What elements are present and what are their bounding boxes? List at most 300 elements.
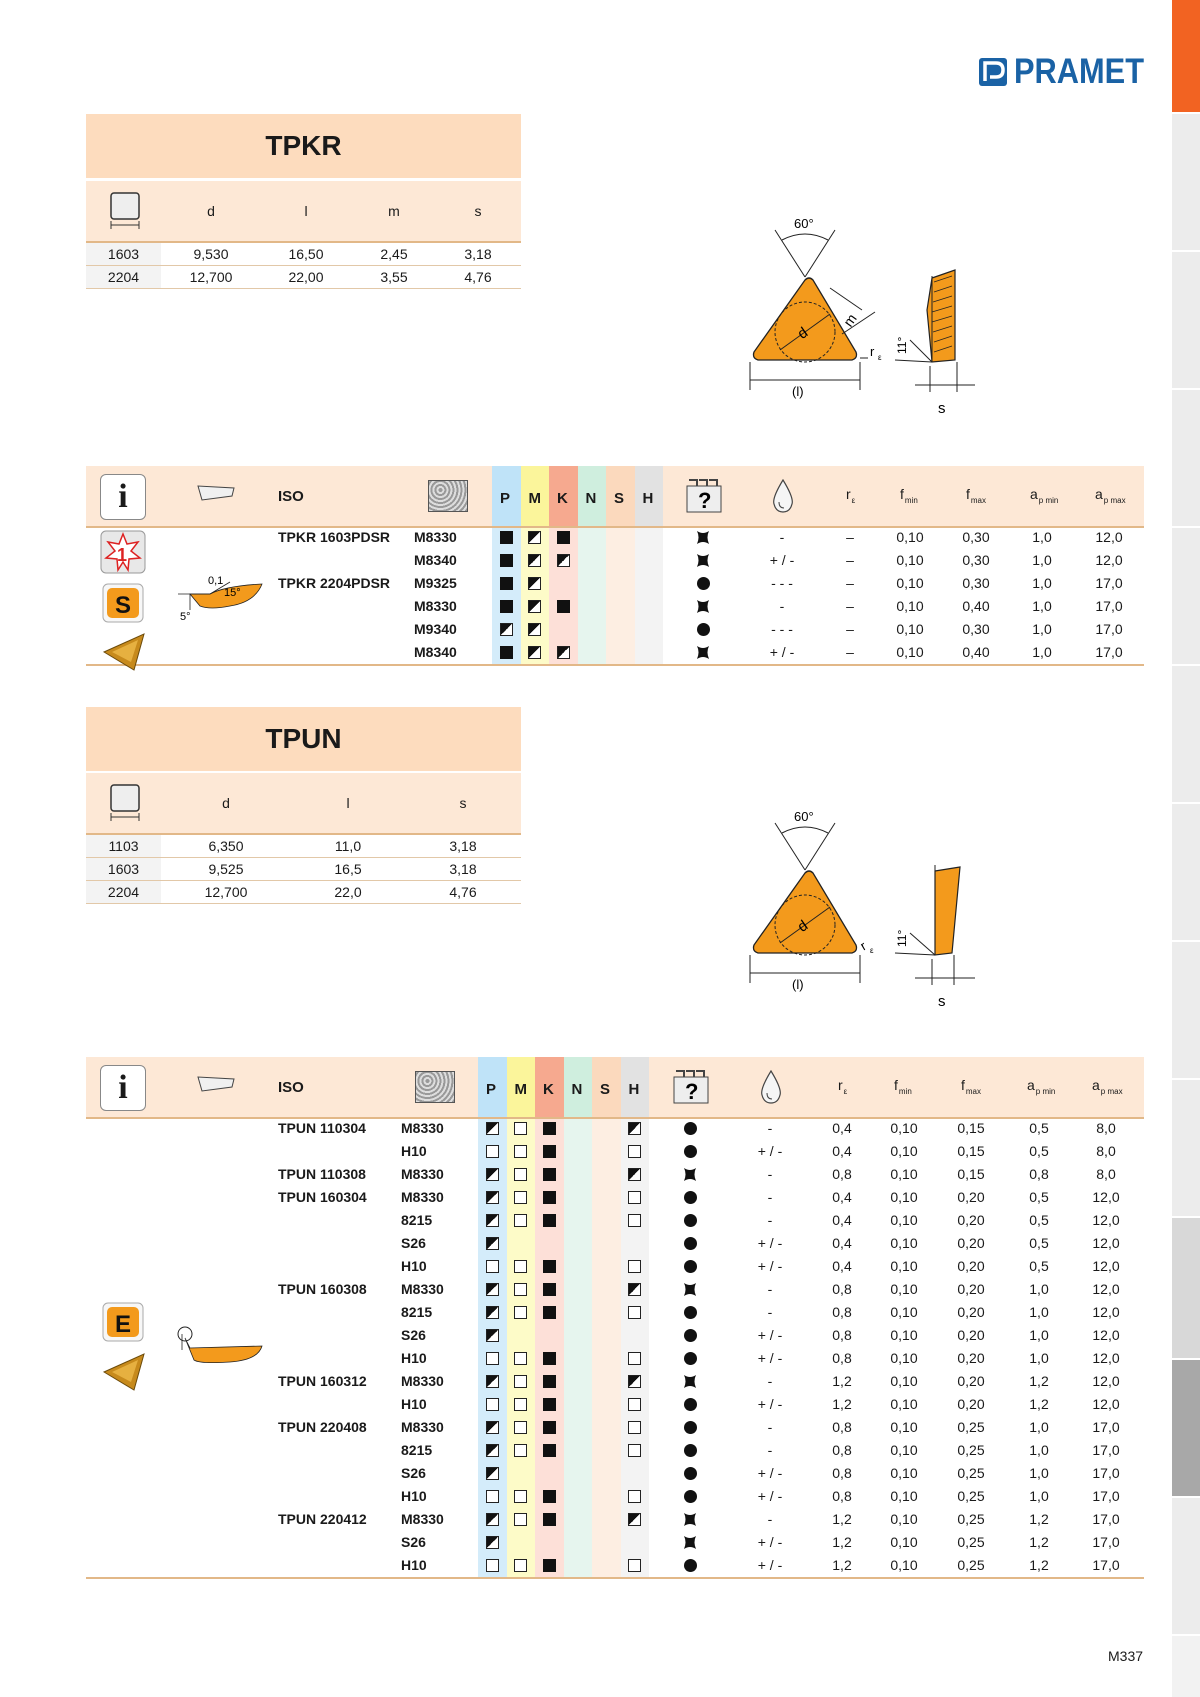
chipbreaker-dot-icon <box>684 1145 697 1158</box>
suitability-p-icon <box>500 554 513 567</box>
coolant-cell: + / - <box>757 1534 783 1550</box>
apmax-cell: 17,0 <box>1095 644 1123 660</box>
suitability-k-icon <box>543 1352 556 1365</box>
suitability-m-icon <box>514 1283 527 1296</box>
re-header-sub: ε <box>851 496 856 505</box>
table-row <box>0 1278 1200 1301</box>
fmax-cell: 0,20 <box>957 1327 985 1343</box>
suitability-k-icon <box>543 1444 556 1457</box>
suitability-m-icon <box>528 531 541 544</box>
suitability-h-icon <box>628 1352 641 1365</box>
material-group-label: K <box>557 490 568 507</box>
apmax-header-sub: p max <box>1103 496 1126 505</box>
apmax-cell: 12,0 <box>1092 1235 1120 1251</box>
chipbreaker-dot-icon <box>684 1122 697 1135</box>
suitability-p-icon <box>486 1375 499 1388</box>
suitability-p-icon <box>486 1214 499 1227</box>
iso-code-cell[interactable]: TPUN 220412 <box>278 1511 367 1527</box>
table-row <box>86 266 521 289</box>
grade-cell: S26 <box>401 1327 426 1343</box>
coolant-cell: - - - <box>771 575 793 591</box>
size-code-cell: 2204 <box>86 881 161 903</box>
coolant-cell: + / - <box>757 1350 783 1366</box>
rank-1-badge-icon <box>100 530 146 579</box>
iso-header: ISO <box>278 1079 304 1096</box>
fmax-header <box>961 1077 981 1096</box>
geometry-land-label: 0,1 <box>208 575 224 587</box>
insert-gold-icon <box>100 630 148 679</box>
svg-text:?: ? <box>685 1079 699 1104</box>
apmin-cell: 0,5 <box>1029 1143 1049 1159</box>
brand-logo <box>978 52 1162 92</box>
re-cell: 0,8 <box>832 1488 852 1504</box>
apmin-cell: 1,2 <box>1029 1557 1049 1573</box>
material-group-label: H <box>642 490 654 507</box>
re-cell: 0,8 <box>832 1166 852 1182</box>
fmax-cell: 0,20 <box>957 1350 985 1366</box>
re-cell: 0,8 <box>832 1304 852 1320</box>
m-label: m <box>840 310 860 330</box>
section-tab[interactable] <box>1172 114 1200 252</box>
fmax-cell: 0,25 <box>957 1465 985 1481</box>
re-cell: 1,2 <box>832 1511 852 1527</box>
chipbreaker-dot-icon <box>697 623 710 636</box>
coolant-cell: - <box>767 1166 773 1182</box>
table-row <box>0 1255 1200 1278</box>
fmax-header <box>966 486 986 505</box>
grade-cell: 8215 <box>401 1212 433 1228</box>
dim-header-m: m <box>388 203 400 219</box>
fmin-cell: 0,10 <box>896 552 924 568</box>
suitability-p-icon <box>486 1444 499 1457</box>
apmin-cell: 1,0 <box>1029 1442 1049 1458</box>
suitability-p-icon <box>500 623 513 636</box>
chipbreaker-help-icon[interactable] <box>685 476 723 519</box>
grade-cell: M8340 <box>414 644 457 660</box>
suitability-m-icon <box>514 1490 527 1503</box>
suitability-m-icon <box>528 646 541 659</box>
suitability-m-icon <box>514 1260 527 1273</box>
fmin-cell: 0,10 <box>896 644 924 660</box>
re-cell: – <box>846 552 854 568</box>
coolant-cell: + / - <box>769 552 795 568</box>
re-cell: 0,4 <box>832 1235 852 1251</box>
page-number: M337 <box>1108 1648 1144 1664</box>
apmin-cell: 1,0 <box>1032 644 1052 660</box>
coolant-cell: - <box>767 1212 773 1228</box>
re-cell: 1,2 <box>832 1396 852 1412</box>
apmin-cell: 0,5 <box>1029 1235 1049 1251</box>
apmin-cell: 1,2 <box>1029 1373 1049 1389</box>
re-cell: 0,4 <box>832 1189 852 1205</box>
apmax-header-main: a <box>1092 1077 1100 1093</box>
fmax-cell: 0,20 <box>957 1281 985 1297</box>
coolant-cell: - <box>767 1120 773 1136</box>
geometry-angle-label: 15° <box>224 587 241 599</box>
apmin-cell: 1,0 <box>1029 1350 1049 1366</box>
grade-cell: H10 <box>401 1143 427 1159</box>
iso-code-cell[interactable]: TPUN 160312 <box>278 1373 367 1389</box>
fmin-cell: 0,10 <box>890 1534 918 1550</box>
coolant-cell: + / - <box>757 1235 783 1251</box>
re-label: r <box>857 938 869 954</box>
dim-value-cell: 4,76 <box>464 269 492 285</box>
fmin-cell: 0,10 <box>890 1281 918 1297</box>
suitability-k-icon <box>557 531 570 544</box>
apmax-cell: 12,0 <box>1092 1189 1120 1205</box>
coolant-cell: + / - <box>757 1327 783 1343</box>
fmin-cell: 0,10 <box>890 1419 918 1435</box>
insert-size-icon <box>108 783 142 823</box>
grade-cell: H10 <box>401 1488 427 1504</box>
geometry-angle2-label: 5° <box>180 611 191 623</box>
iso-code-cell[interactable]: TPUN 160304 <box>278 1189 367 1205</box>
table-row <box>0 1209 1200 1232</box>
suitability-h-icon <box>628 1398 641 1411</box>
chipbreaker-dot-icon <box>684 1191 697 1204</box>
apmax-cell: 17,0 <box>1092 1534 1120 1550</box>
fmin-cell: 0,10 <box>890 1143 918 1159</box>
coolant-cell: + / - <box>757 1396 783 1412</box>
dim-header-s: s <box>459 795 467 811</box>
suitability-p-icon <box>486 1513 499 1526</box>
d-label: d <box>794 917 812 936</box>
material-group-label: N <box>585 490 597 507</box>
suitability-h-icon <box>628 1444 641 1457</box>
suitability-k-icon <box>543 1122 556 1135</box>
fmax-header-sub: max <box>965 1087 982 1096</box>
suitability-h-icon <box>628 1168 641 1181</box>
suitability-k-icon <box>543 1375 556 1388</box>
suitability-m-icon <box>514 1168 527 1181</box>
svg-text:?: ? <box>698 488 712 513</box>
re-cell: 0,8 <box>832 1419 852 1435</box>
fmin-cell: 0,10 <box>890 1189 918 1205</box>
apmax-cell: 12,0 <box>1095 552 1123 568</box>
section-tab[interactable] <box>1172 942 1200 1080</box>
chipbreaker-dot-icon <box>684 1467 697 1480</box>
fmax-cell: 0,30 <box>962 621 990 637</box>
tpkr-insert-drawing <box>720 210 1000 425</box>
dim-value-cell: 22,0 <box>334 884 362 900</box>
cutting-geometry-icon <box>196 484 236 509</box>
iso-code-cell[interactable]: TPUN 220408 <box>278 1419 367 1435</box>
chipbreaker-help-icon[interactable] <box>672 1067 710 1110</box>
size-code-cell: 2204 <box>86 266 161 288</box>
suitability-p-icon <box>486 1260 499 1273</box>
coolant-cell: + / - <box>757 1488 783 1504</box>
dim-value-cell: 11,0 <box>334 838 362 854</box>
dim-header-d: d <box>222 795 230 811</box>
chipbreaker-hourglass-icon <box>696 530 710 548</box>
suitability-h-icon <box>628 1306 641 1319</box>
fmax-cell: 0,30 <box>962 529 990 545</box>
table-row <box>86 858 521 881</box>
coolant-cell: - <box>779 598 785 614</box>
iso-code-cell[interactable]: TPUN 160308 <box>278 1281 367 1297</box>
apmax-cell: 17,0 <box>1092 1442 1120 1458</box>
clearance-label: 11° <box>895 929 909 947</box>
suitability-p-icon <box>486 1283 499 1296</box>
chipbreaker-dot-icon <box>684 1214 697 1227</box>
info-icon[interactable]: i <box>100 474 146 520</box>
suitability-h-icon <box>628 1490 641 1503</box>
suitability-h-icon <box>628 1122 641 1135</box>
fmin-cell: 0,10 <box>896 621 924 637</box>
apmin-cell: 1,0 <box>1029 1419 1049 1435</box>
suitability-m-icon <box>514 1513 527 1526</box>
fmin-header-main: f <box>900 486 904 502</box>
dim-value-cell: 4,76 <box>449 884 477 900</box>
l-label: (l) <box>792 977 804 992</box>
svg-text:E: E <box>115 1311 132 1338</box>
grade-cell: M8330 <box>401 1189 444 1205</box>
coolant-cell: - - - <box>771 621 793 637</box>
re-cell: 0,8 <box>832 1350 852 1366</box>
apmax-cell: 12,0 <box>1092 1258 1120 1274</box>
fmax-header-sub: max <box>970 496 987 505</box>
chipbreaker-hourglass-icon <box>683 1512 697 1530</box>
coolant-cell: + / - <box>757 1465 783 1481</box>
cutting-edge-geometry <box>170 1320 270 1375</box>
suitability-m-icon <box>514 1145 527 1158</box>
suitability-p-icon <box>500 600 513 613</box>
apmax-cell: 12,0 <box>1092 1396 1120 1412</box>
suitability-k-icon <box>543 1398 556 1411</box>
grade-cell: M9325 <box>414 575 457 591</box>
re-cell: – <box>846 529 854 545</box>
grade-cell: H10 <box>401 1396 427 1412</box>
apmin-cell: 1,0 <box>1032 552 1052 568</box>
suitability-m-icon <box>514 1398 527 1411</box>
iso-code-cell[interactable]: TPKR 1603PDSR <box>278 529 391 545</box>
clearance-label: 11° <box>895 336 909 354</box>
chipbreaker-hourglass-icon <box>683 1167 697 1185</box>
re-label: r <box>870 344 875 359</box>
apmin-header-sub: p min <box>1035 1087 1056 1096</box>
apmax-cell: 12,0 <box>1092 1281 1120 1297</box>
coolant-cell: - <box>767 1281 773 1297</box>
iso-header: ISO <box>278 488 304 505</box>
material-group-label: M <box>528 490 541 507</box>
suitability-p-icon <box>486 1559 499 1572</box>
grade-cell: M8330 <box>401 1281 444 1297</box>
suitability-h-icon <box>628 1191 641 1204</box>
dim-value-cell: 16,5 <box>334 861 362 877</box>
table-row <box>0 1163 1200 1186</box>
angle-label: 60° <box>794 216 814 231</box>
suitability-h-icon <box>628 1375 641 1388</box>
chipbreaker-hourglass-icon <box>696 553 710 571</box>
apmin-header <box>1027 1077 1055 1096</box>
dim-value-cell: 3,55 <box>380 269 408 285</box>
apmax-cell: 17,0 <box>1092 1557 1120 1573</box>
table-row <box>0 1485 1200 1508</box>
l-label: (l) <box>792 384 804 399</box>
chipbreaker-dot-icon <box>684 1398 697 1411</box>
fmax-cell: 0,30 <box>962 575 990 591</box>
re-cell: 0,8 <box>832 1327 852 1343</box>
size-code-cell: 1603 <box>86 243 161 265</box>
dim-value-cell: 3,18 <box>449 861 477 877</box>
chipbreaker-dot-icon <box>684 1490 697 1503</box>
suitability-h-icon <box>628 1513 641 1526</box>
suitability-p-icon <box>486 1398 499 1411</box>
apmax-cell: 8,0 <box>1096 1166 1116 1182</box>
section-tab-active[interactable] <box>1172 0 1200 114</box>
fmax-cell: 0,40 <box>962 598 990 614</box>
suitability-p-icon <box>486 1329 499 1342</box>
fmin-cell: 0,10 <box>890 1212 918 1228</box>
grade-cell: H10 <box>401 1557 427 1573</box>
suitability-k-icon <box>557 646 570 659</box>
info-icon[interactable]: i <box>100 1065 146 1111</box>
iso-code-cell[interactable]: TPKR 2204PDSR <box>278 575 391 591</box>
suitability-m-icon <box>514 1306 527 1319</box>
chipbreaker-hourglass-icon <box>683 1374 697 1392</box>
fmin-cell: 0,10 <box>890 1350 918 1366</box>
re-cell: 0,4 <box>832 1258 852 1274</box>
apmin-cell: 0,8 <box>1029 1166 1049 1182</box>
dim-value-cell: 9,525 <box>208 861 244 877</box>
suitability-m-icon <box>514 1444 527 1457</box>
section-tab[interactable] <box>1172 804 1200 942</box>
apmin-cell: 1,0 <box>1029 1281 1049 1297</box>
apmin-cell: 0,5 <box>1029 1258 1049 1274</box>
chipbreaker-dot-icon <box>684 1260 697 1273</box>
section-tab[interactable] <box>1172 390 1200 528</box>
fmin-cell: 0,10 <box>890 1488 918 1504</box>
table-row <box>0 1232 1200 1255</box>
chipbreaker-dot-icon <box>684 1444 697 1457</box>
grade-texture-icon <box>415 1071 455 1103</box>
fmin-cell: 0,10 <box>890 1396 918 1412</box>
table-row <box>86 835 521 858</box>
fmax-cell: 0,15 <box>957 1120 985 1136</box>
suitability-k-icon <box>543 1260 556 1273</box>
dim-header-d: d <box>207 203 215 219</box>
apmax-cell: 8,0 <box>1096 1143 1116 1159</box>
fmax-cell: 0,20 <box>957 1396 985 1412</box>
suitability-k-icon <box>543 1306 556 1319</box>
dim-value-cell: 22,00 <box>288 269 324 285</box>
apmin-cell: 1,2 <box>1029 1396 1049 1412</box>
apmin-header-main: a <box>1027 1077 1035 1093</box>
suitability-h-icon <box>628 1214 641 1227</box>
dim-value-cell: 12,700 <box>189 269 233 285</box>
suitability-p-icon <box>486 1191 499 1204</box>
suitability-m-icon <box>514 1191 527 1204</box>
suitability-k-icon <box>543 1283 556 1296</box>
suitability-k-icon <box>543 1513 556 1526</box>
grade-cell: M8330 <box>414 529 457 545</box>
chipbreaker-dot-icon <box>684 1421 697 1434</box>
re-cell: 1,2 <box>832 1557 852 1573</box>
fmin-cell: 0,10 <box>890 1557 918 1573</box>
suitability-p-icon <box>486 1421 499 1434</box>
apmin-cell: 1,0 <box>1029 1304 1049 1320</box>
grade-cell: H10 <box>401 1350 427 1366</box>
material-group-label: K <box>543 1081 554 1098</box>
suitability-p-icon <box>500 531 513 544</box>
suitability-p-icon <box>486 1467 499 1480</box>
apmax-cell: 12,0 <box>1092 1212 1120 1228</box>
coolant-cell: + / - <box>757 1258 783 1274</box>
suitability-m-icon <box>528 600 541 613</box>
fmax-cell: 0,20 <box>957 1189 985 1205</box>
suitability-k-icon <box>543 1214 556 1227</box>
re-cell: 0,4 <box>832 1120 852 1136</box>
chipbreaker-dot-icon <box>684 1352 697 1365</box>
brand-name: PRAMET <box>1014 52 1145 91</box>
table-row <box>0 1508 1200 1531</box>
re-cell: 0,8 <box>832 1281 852 1297</box>
re-header-main: r <box>838 1077 843 1093</box>
dim-value-cell: 6,350 <box>208 838 244 854</box>
coolant-drop-icon <box>770 478 796 519</box>
fmax-cell: 0,30 <box>962 552 990 568</box>
table-row <box>0 1393 1200 1416</box>
suitability-m-icon <box>514 1375 527 1388</box>
iso-code-cell[interactable]: TPUN 110304 <box>278 1120 366 1136</box>
chipbreaker-dot-icon <box>684 1237 697 1250</box>
fmax-cell: 0,20 <box>957 1304 985 1320</box>
grade-cell: S26 <box>401 1534 426 1550</box>
fmax-cell: 0,15 <box>957 1166 985 1182</box>
suitability-m-icon <box>514 1421 527 1434</box>
suitability-p-icon <box>486 1122 499 1135</box>
apmin-header-main: a <box>1030 486 1038 502</box>
apmax-cell: 12,0 <box>1092 1373 1120 1389</box>
apmin-cell: 0,5 <box>1029 1120 1049 1136</box>
grade-cell: H10 <box>401 1258 427 1274</box>
suitability-p-icon <box>486 1168 499 1181</box>
iso-code-cell[interactable]: TPUN 110308 <box>278 1166 366 1182</box>
apmin-cell: 1,2 <box>1029 1511 1049 1527</box>
fmax-cell: 0,25 <box>957 1557 985 1573</box>
apmax-cell: 17,0 <box>1095 575 1123 591</box>
apmax-cell: 17,0 <box>1092 1511 1120 1527</box>
suitability-m-icon <box>528 577 541 590</box>
fmax-cell: 0,40 <box>962 644 990 660</box>
apmax-cell: 12,0 <box>1092 1350 1120 1366</box>
grade-cell: S26 <box>401 1235 426 1251</box>
suitability-p-icon <box>486 1237 499 1250</box>
cutting-geometry-icon <box>196 1075 236 1100</box>
table-row <box>0 1554 1200 1577</box>
apmax-cell: 17,0 <box>1095 621 1123 637</box>
size-code-cell: 1103 <box>86 835 161 857</box>
suitability-k-icon <box>557 600 570 613</box>
angle-label: 60° <box>794 809 814 824</box>
coolant-cell: - <box>767 1511 773 1527</box>
section-tab[interactable] <box>1172 252 1200 390</box>
svg-text:1: 1 <box>117 545 128 565</box>
tpkr-dim-header <box>86 181 521 241</box>
table-row <box>0 1186 1200 1209</box>
re-cell: 0,8 <box>832 1442 852 1458</box>
s-badge-icon <box>102 583 144 628</box>
table-row <box>0 549 1200 572</box>
suitability-k-icon <box>557 554 570 567</box>
suitability-m-icon <box>514 1122 527 1135</box>
re-cell: – <box>846 621 854 637</box>
suitability-m-icon <box>514 1214 527 1227</box>
section-tab[interactable] <box>1172 666 1200 804</box>
re-header-sub: ε <box>843 1087 848 1096</box>
suitability-h-icon <box>628 1283 641 1296</box>
fmax-cell: 0,25 <box>957 1488 985 1504</box>
